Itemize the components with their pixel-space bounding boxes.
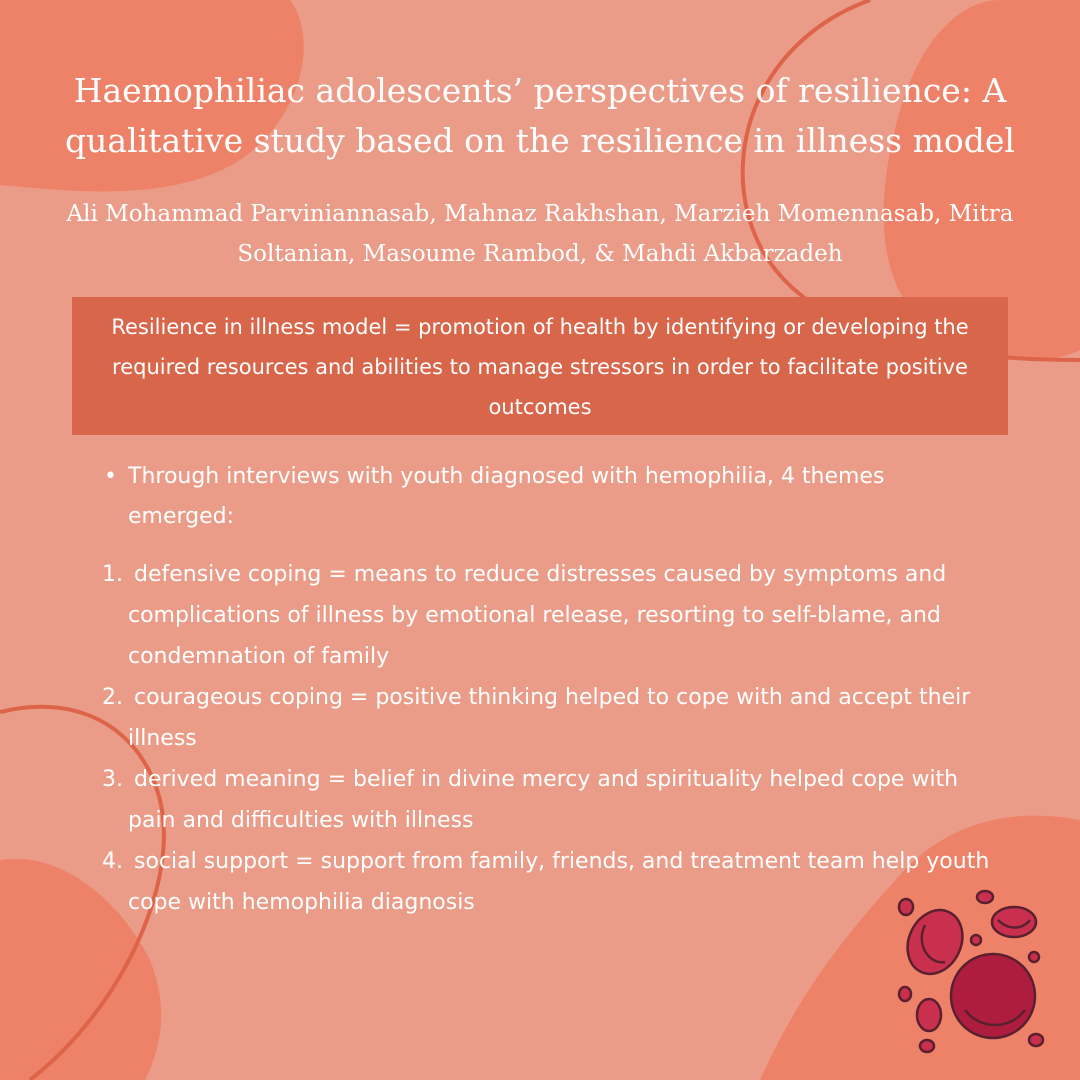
paper-title: Haemophiliac adolescents’ perspectives of resilience: A qualitative study based on the resilience in illness model bbox=[65, 71, 1015, 160]
cell-small-1 bbox=[917, 999, 941, 1031]
theme-number: 3. bbox=[102, 767, 123, 792]
cell-small-5 bbox=[899, 987, 911, 1001]
theme-number: 2. bbox=[102, 685, 123, 710]
theme-item bbox=[100, 759, 1000, 841]
theme-item bbox=[100, 677, 1000, 759]
theme-text: social support = support from family, friends, and treatment team help youth cope with hemophilia diagnosis bbox=[128, 849, 990, 915]
cell-small-7 bbox=[1029, 1034, 1043, 1046]
theme-text: derived meaning = belief in divine mercy and spirituality helped cope with pain and difficulties with illness bbox=[128, 767, 959, 833]
bullet-icon: • bbox=[104, 464, 117, 489]
theme-text: defensive coping = means to reduce distresses caused by symptoms and complications of illness by emotional release, resorting to self-blame, and condemnation of family bbox=[128, 562, 947, 669]
cell-small-8 bbox=[1029, 952, 1039, 962]
cell-small-4 bbox=[971, 935, 981, 945]
theme-number: 4. bbox=[102, 849, 123, 874]
theme-item bbox=[100, 554, 1000, 677]
theme-item bbox=[100, 841, 1000, 923]
intro-bullet-item bbox=[100, 457, 980, 537]
theme-text: courageous coping = positive thinking helped to cope with and accept their illness bbox=[128, 685, 971, 751]
theme-number: 1. bbox=[102, 562, 123, 587]
themes-list bbox=[100, 554, 1000, 923]
intro-text: Through interviews with youth diagnosed with hemophilia, 4 themes emerged: bbox=[128, 464, 885, 529]
definition-text: Resilience in illness model = promotion of health by identifying or developing the required resources and abilities to manage stressors in order to facilitate positive outcomes bbox=[111, 315, 969, 419]
authors: Ali Mohammad Parviniannasab, Mahnaz Rakhshan, Marzieh Momennasab, Mitra Soltanian, Masoume Rambod, & Mahdi Akbarzadeh bbox=[66, 201, 1014, 267]
definition-box bbox=[72, 297, 1008, 435]
cell-small-6 bbox=[920, 1040, 934, 1052]
